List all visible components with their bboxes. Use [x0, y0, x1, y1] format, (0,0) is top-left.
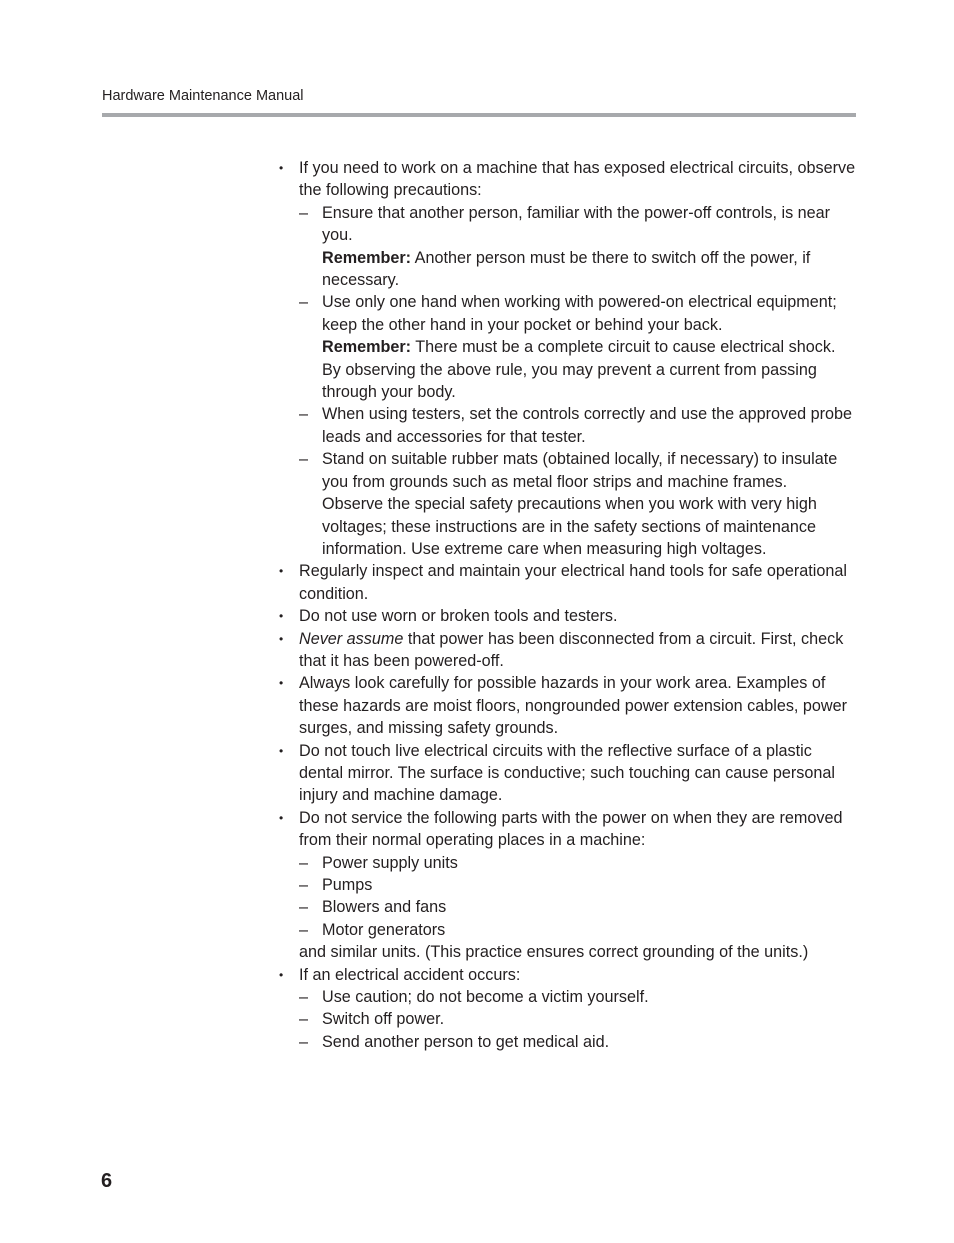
page-number: 6	[101, 1170, 113, 1192]
list-item	[278, 605, 858, 627]
list-item-text: Regularly inspect and maintain your electrical hand tools for safe operational condition.	[299, 562, 847, 603]
dash-marker: –	[299, 898, 309, 917]
list-item	[278, 964, 858, 1054]
list-item	[278, 672, 858, 739]
sub-list-item	[299, 291, 858, 403]
dash-marker: –	[299, 405, 309, 424]
dash-marker: –	[299, 450, 309, 469]
dash-marker: –	[299, 988, 309, 1007]
dash-marker: –	[299, 1010, 309, 1029]
bullet-marker: •	[279, 161, 284, 175]
dash-marker: –	[299, 293, 309, 312]
bullet-marker: •	[279, 631, 284, 646]
dash-marker: –	[299, 920, 309, 939]
sub-list-item	[299, 448, 858, 560]
sub-list-item-text: When using testers, set the controls correctly and use the approved probe leads and accessories for that tester.	[322, 405, 852, 446]
dash-marker: –	[299, 1032, 309, 1051]
remember-label: Remember:	[322, 338, 412, 357]
list-item-text: If an electrical accident occurs:	[299, 965, 521, 984]
list-item	[278, 740, 858, 807]
list-item-text: Do not touch live electrical circuits with the reflective surface of a plastic dental mirror. The surface is conductive; such touching can cause personal injury and machine damage.	[299, 741, 835, 805]
sub-list-item	[299, 1031, 858, 1053]
list-item	[278, 807, 858, 964]
dash-marker: –	[299, 203, 309, 222]
remember-text: There must be a complete circuit to cause electrical shock. By observing the above rule, you may prevent a current from passing through your body.	[322, 338, 836, 402]
sub-list-item	[299, 919, 858, 941]
list-item-text: Always look carefully for possible hazards in your work area. Examples of these hazards are moist floors, nongrounded power extension cables, power surges, and missing safety grounds.	[299, 674, 847, 738]
sub-list-item	[299, 1008, 858, 1030]
bullet-marker: •	[279, 810, 284, 825]
sub-list-item-text: Pumps	[322, 876, 373, 894]
header-divider	[102, 113, 856, 117]
sub-list-item	[299, 874, 858, 896]
sub-list-item	[299, 202, 858, 292]
remember-text: Another person must be there to switch off the power, if necessary.	[322, 248, 811, 290]
list-item-trailer: and similar units. (This practice ensures correct grounding of the units.)	[299, 943, 809, 962]
list-item	[278, 157, 858, 560]
sub-list-item-text: Power supply units	[322, 853, 458, 872]
sub-list-item	[299, 852, 858, 874]
dash-marker: –	[299, 876, 309, 894]
sub-list-item-text: Ensure that another person, familiar with the power-off controls, is near you.	[322, 203, 831, 245]
sub-list-item-text: Blowers and fans	[322, 898, 447, 917]
list-item	[278, 560, 858, 605]
list-item-text: Do not service the following parts with the power on when they are removed from their normal operating places in a machine:	[299, 808, 843, 850]
sub-list-item-text: Motor generators	[322, 920, 446, 939]
list-item-text: that power has been disconnected from a circuit. First, check that it has been powered-off.	[299, 629, 844, 670]
bullet-marker: •	[279, 564, 284, 579]
high-voltage-note: Observe the special safety precautions when you work with very high voltages; these instructions are in the safety sections of maintenance information. Use extreme care when measuring high voltages.	[322, 495, 817, 558]
bullet-marker: •	[279, 609, 284, 624]
remember-note	[322, 247, 858, 292]
bullet-marker: •	[279, 676, 284, 691]
sub-list-item-text: Stand on suitable rubber mats (obtained locally, if necessary) to insulate you from grounds such as metal floor strips and machine frames.	[322, 450, 838, 491]
sub-list-item-text: Send another person to get medical aid.	[322, 1032, 610, 1051]
bullet-marker: •	[279, 967, 284, 982]
list-item-text: Do not use worn or broken tools and testers.	[299, 607, 618, 626]
running-header: Hardware Maintenance Manual	[102, 88, 304, 104]
list-item	[278, 628, 858, 673]
sub-list-item	[299, 896, 858, 918]
sub-list-item-text: Use caution; do not become a victim yourself.	[322, 988, 649, 1007]
bullet-marker: •	[279, 743, 284, 758]
sub-list-item-text: Switch off power.	[322, 1010, 445, 1029]
sub-list-item-text: Use only one hand when working with powered-on electrical equipment; keep the other hand in your pocket or behind your back.	[322, 293, 837, 334]
remember-label: Remember:	[322, 248, 412, 267]
sub-list-item	[299, 403, 858, 448]
safety-precautions-list	[278, 157, 858, 1053]
remember-note	[322, 336, 858, 403]
sub-list-item	[299, 986, 858, 1008]
emphasis-text: Never assume	[299, 629, 404, 648]
list-item-text: If you need to work on a machine that has exposed electrical circuits, observe the following precautions:	[299, 159, 856, 200]
dash-marker: –	[299, 853, 309, 872]
